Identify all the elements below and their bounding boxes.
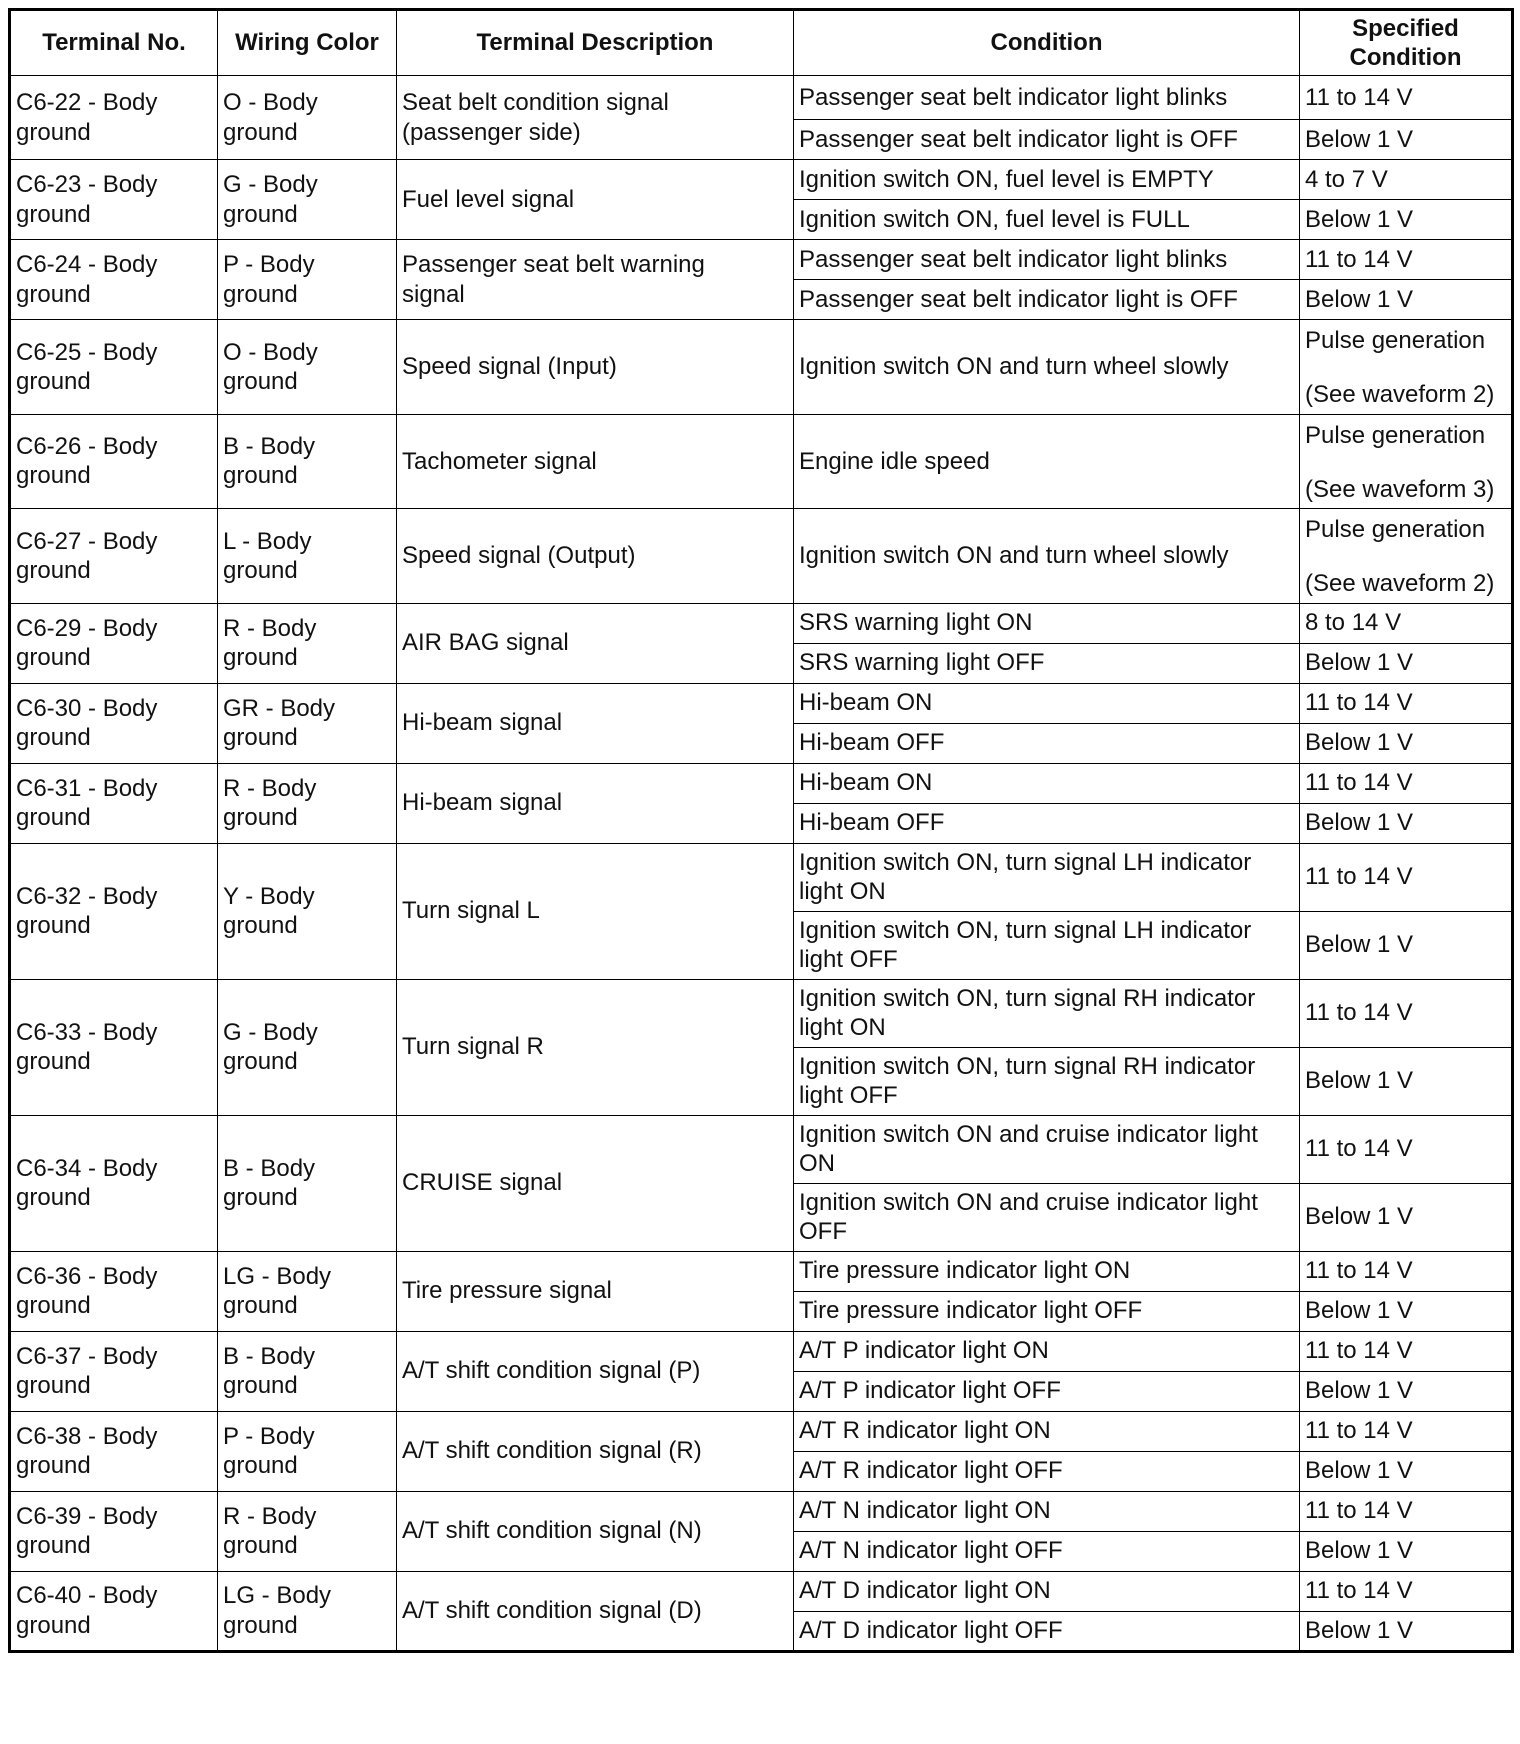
wiring-line: B - Body [223, 433, 316, 461]
cell-condition: A/T P indicator light OFF [794, 1371, 1300, 1411]
terminal-line: C6-40 - Body [16, 1582, 158, 1610]
cell-specified-condition: Below 1 V [1300, 803, 1513, 843]
cell-specified-condition: 11 to 14 V [1300, 1411, 1513, 1451]
wiring-line: ground [223, 200, 298, 228]
wiring-line: ground [223, 556, 298, 584]
description-line: Hi-beam signal [402, 709, 563, 737]
specified-line: Pulse generation [1305, 516, 1486, 544]
cell-wiring-color [218, 683, 397, 763]
wiring-line: O - Body [223, 89, 318, 117]
cell-specified-condition: Below 1 V [1300, 1291, 1513, 1331]
cell-specified-condition: Below 1 V [1300, 911, 1513, 979]
wiring-line: LG - Body [223, 1262, 332, 1290]
cell-condition: Tire pressure indicator light ON [794, 1251, 1300, 1291]
wiring-line: ground [223, 280, 298, 308]
cell-terminal-no [10, 1571, 218, 1651]
cell-condition: A/T D indicator light OFF [794, 1611, 1300, 1651]
table-row [10, 763, 1513, 803]
cell-terminal-no [10, 160, 218, 240]
terminal-line: ground [16, 1292, 91, 1320]
cell-wiring-color [218, 1571, 397, 1651]
cell-terminal-description [397, 1115, 794, 1251]
cell-condition: A/T D indicator light ON [794, 1571, 1300, 1611]
terminal-line: C6-37 - Body [16, 1342, 158, 1370]
cell-wiring-color [218, 160, 397, 240]
terminal-line: C6-25 - Body [16, 338, 158, 366]
cell-condition: SRS warning light OFF [794, 643, 1300, 683]
cell-terminal-no [10, 76, 218, 160]
cell-specified-condition: Below 1 V [1300, 723, 1513, 763]
wiring-line: GR - Body [223, 694, 336, 722]
terminal-line: ground [16, 912, 91, 940]
specified-line: Pulse generation [1305, 327, 1486, 354]
terminal-line: ground [16, 200, 91, 228]
cell-condition: Ignition switch ON, turn signal LH indicator light ON [794, 843, 1300, 911]
cell-condition: Ignition switch ON, turn signal RH indicator light OFF [794, 1047, 1300, 1115]
terminal-line: C6-29 - Body [16, 614, 158, 642]
cell-terminal-description [397, 979, 794, 1115]
cell-terminal-description [397, 240, 794, 320]
wiring-line: G - Body [223, 1018, 318, 1046]
cell-terminal-no [10, 509, 218, 604]
cell-wiring-color [218, 979, 397, 1115]
table-row [10, 1571, 1513, 1611]
terminal-line: ground [16, 804, 91, 832]
table-row [10, 603, 1513, 643]
cell-specified-condition: Below 1 V [1300, 200, 1513, 240]
cell-condition: Ignition switch ON, fuel level is FULL [794, 200, 1300, 240]
cell-specified-condition: 11 to 14 V [1300, 1251, 1513, 1291]
description-line: signal [402, 280, 465, 308]
cell-specified-condition: 11 to 14 V [1300, 1491, 1513, 1531]
cell-condition: A/T R indicator light ON [794, 1411, 1300, 1451]
cell-wiring-color [218, 603, 397, 683]
cell-terminal-no [10, 1115, 218, 1251]
specified-line: (See waveform 2) [1305, 381, 1495, 409]
cell-specified-condition [1300, 509, 1513, 604]
cell-terminal-description [397, 683, 794, 763]
cell-condition: Ignition switch ON, turn signal LH indicator light OFF [794, 911, 1300, 979]
cell-condition: Hi-beam OFF [794, 723, 1300, 763]
wiring-line: ground [223, 644, 298, 672]
cell-wiring-color [218, 240, 397, 320]
cell-condition: Hi-beam ON [794, 763, 1300, 803]
cell-terminal-no [10, 843, 218, 979]
wiring-line: ground [223, 1452, 298, 1480]
cell-wiring-color [218, 1411, 397, 1491]
terminal-line: ground [16, 1532, 91, 1560]
terminal-table [8, 8, 1514, 1653]
header-terminal-description: Terminal Description [397, 10, 794, 76]
cell-terminal-description [397, 1331, 794, 1411]
terminal-line: C6-31 - Body [16, 774, 158, 802]
cell-specified-condition: Below 1 V [1300, 280, 1513, 320]
table-row [10, 509, 1513, 604]
terminal-line: C6-30 - Body [16, 694, 158, 722]
header-terminal-no: Terminal No. [10, 10, 218, 76]
cell-specified-condition: 11 to 14 V [1300, 979, 1513, 1047]
specified-line: (See waveform 3) [1305, 475, 1495, 503]
table-row [10, 240, 1513, 280]
terminal-line: ground [16, 644, 91, 672]
terminal-line: C6-22 - Body [16, 89, 158, 117]
table-body [10, 76, 1513, 1652]
terminal-line: C6-33 - Body [16, 1018, 158, 1046]
table-row [10, 1331, 1513, 1371]
specified-line: Pulse generation [1305, 421, 1486, 449]
header-specified-line: Condition [1349, 44, 1462, 71]
cell-specified-condition: Below 1 V [1300, 643, 1513, 683]
cell-wiring-color [218, 843, 397, 979]
cell-specified-condition: 11 to 14 V [1300, 763, 1513, 803]
header-specified-condition [1300, 10, 1513, 76]
header-wiring-color: Wiring Color [218, 10, 397, 76]
table-row [10, 1411, 1513, 1451]
wiring-line: Y - Body [223, 882, 315, 910]
cell-specified-condition: Below 1 V [1300, 1047, 1513, 1115]
wiring-line: ground [223, 724, 298, 752]
cell-terminal-description [397, 76, 794, 160]
wiring-line: ground [223, 1048, 298, 1076]
header-specified-line: Specified [1352, 14, 1459, 42]
cell-terminal-no [10, 1411, 218, 1491]
wiring-line: ground [223, 118, 298, 146]
wiring-line: O - Body [223, 338, 318, 366]
table-row [10, 683, 1513, 723]
cell-terminal-no [10, 320, 218, 415]
terminal-line: ground [16, 367, 91, 395]
cell-specified-condition: Below 1 V [1300, 1183, 1513, 1251]
cell-specified-condition: 11 to 14 V [1300, 1115, 1513, 1183]
header-condition: Condition [794, 10, 1300, 76]
description-line: Tachometer signal [402, 447, 597, 475]
cell-condition: Passenger seat belt indicator light is OFF [794, 280, 1300, 320]
cell-wiring-color [218, 76, 397, 160]
wiring-line: ground [223, 1292, 298, 1320]
description-line: Turn signal R [402, 1033, 544, 1061]
description-line: A/T shift condition signal (R) [402, 1437, 702, 1465]
cell-terminal-no [10, 1331, 218, 1411]
description-line: Passenger seat belt warning [402, 251, 705, 279]
cell-specified-condition: 11 to 14 V [1300, 843, 1513, 911]
wiring-line: ground [223, 912, 298, 940]
cell-terminal-no [10, 1491, 218, 1571]
cell-terminal-description [397, 603, 794, 683]
description-line: Speed signal (Output) [402, 542, 636, 570]
terminal-line: ground [16, 1611, 91, 1639]
wiring-line: P - Body [223, 251, 315, 279]
table-row [10, 76, 1513, 120]
cell-specified-condition: 8 to 14 V [1300, 603, 1513, 643]
cell-wiring-color [218, 509, 397, 604]
cell-terminal-description [397, 1251, 794, 1331]
cell-terminal-no [10, 603, 218, 683]
description-line: Hi-beam signal [402, 789, 563, 817]
cell-condition: Passenger seat belt indicator light is OFF [794, 120, 1300, 160]
cell-condition: Ignition switch ON and turn wheel slowly [794, 509, 1300, 604]
cell-wiring-color [218, 763, 397, 843]
terminal-line: ground [16, 1184, 91, 1212]
cell-condition: A/T R indicator light OFF [794, 1451, 1300, 1491]
cell-specified-condition [1300, 414, 1513, 509]
cell-condition: A/T N indicator light OFF [794, 1531, 1300, 1571]
description-line: Turn signal L [402, 897, 540, 925]
wiring-line: G - Body [223, 171, 318, 199]
cell-condition: Ignition switch ON and cruise indicator light ON [794, 1115, 1300, 1183]
cell-wiring-color [218, 1491, 397, 1571]
cell-condition: Ignition switch ON and turn wheel slowly [794, 320, 1300, 415]
terminal-line: ground [16, 118, 91, 146]
description-line: Seat belt condition signal [402, 89, 669, 117]
cell-condition: SRS warning light ON [794, 603, 1300, 643]
wiring-line: B - Body [223, 1342, 316, 1370]
cell-specified-condition: 11 to 14 V [1300, 1331, 1513, 1371]
cell-condition: Ignition switch ON, fuel level is EMPTY [794, 160, 1300, 200]
terminal-line: ground [16, 1048, 91, 1076]
cell-condition: A/T P indicator light ON [794, 1331, 1300, 1371]
terminal-line: C6-26 - Body [16, 433, 158, 461]
terminal-line: C6-24 - Body [16, 251, 158, 279]
description-line: CRUISE signal [402, 1169, 563, 1197]
wiring-line: ground [223, 1372, 298, 1400]
cell-wiring-color [218, 1251, 397, 1331]
wiring-line: ground [223, 1184, 298, 1212]
table-row [10, 414, 1513, 509]
cell-terminal-description [397, 509, 794, 604]
cell-terminal-no [10, 1251, 218, 1331]
cell-condition: Ignition switch ON, turn signal RH indicator light ON [794, 979, 1300, 1047]
description-line: (passenger side) [402, 118, 581, 146]
wiring-line: L - Body [223, 527, 312, 555]
cell-condition: Tire pressure indicator light OFF [794, 1291, 1300, 1331]
wiring-line: ground [223, 367, 298, 395]
wiring-line: ground [223, 1611, 298, 1639]
cell-specified-condition: 11 to 14 V [1300, 76, 1513, 120]
cell-specified-condition: 4 to 7 V [1300, 160, 1513, 200]
cell-terminal-description [397, 1571, 794, 1651]
cell-specified-condition: Below 1 V [1300, 1611, 1513, 1651]
cell-specified-condition: 11 to 14 V [1300, 683, 1513, 723]
terminal-line: ground [16, 1452, 91, 1480]
terminal-line: ground [16, 556, 91, 584]
cell-terminal-description [397, 1491, 794, 1571]
specified-line: (See waveform 2) [1305, 570, 1495, 598]
description-line: A/T shift condition signal (D) [402, 1596, 702, 1624]
cell-condition: A/T N indicator light ON [794, 1491, 1300, 1531]
cell-terminal-no [10, 240, 218, 320]
table-row [10, 979, 1513, 1047]
wiring-line: ground [223, 804, 298, 832]
cell-terminal-description [397, 1411, 794, 1491]
description-line: A/T shift condition signal (N) [402, 1517, 702, 1545]
table-header [10, 10, 1513, 76]
table-row [10, 1251, 1513, 1291]
cell-wiring-color [218, 1115, 397, 1251]
description-line: Tire pressure signal [402, 1277, 612, 1305]
cell-terminal-description [397, 843, 794, 979]
cell-condition: Passenger seat belt indicator light blinks [794, 240, 1300, 280]
terminal-spec-sheet [8, 8, 1511, 1653]
cell-wiring-color [218, 414, 397, 509]
description-line: AIR BAG signal [402, 629, 569, 657]
cell-terminal-no [10, 763, 218, 843]
wiring-line: B - Body [223, 1154, 316, 1182]
wiring-line: R - Body [223, 614, 317, 642]
terminal-line: ground [16, 280, 91, 308]
terminal-line: C6-34 - Body [16, 1154, 158, 1182]
terminal-line: C6-39 - Body [16, 1502, 158, 1530]
terminal-line: C6-36 - Body [16, 1262, 158, 1290]
table-row [10, 1491, 1513, 1531]
terminal-line: ground [16, 1372, 91, 1400]
wiring-line: ground [223, 462, 298, 490]
cell-terminal-description [397, 414, 794, 509]
cell-terminal-no [10, 979, 218, 1115]
cell-wiring-color [218, 320, 397, 415]
cell-condition: Engine idle speed [794, 414, 1300, 509]
table-row [10, 843, 1513, 911]
cell-specified-condition: Below 1 V [1300, 1371, 1513, 1411]
cell-specified-condition: Below 1 V [1300, 1531, 1513, 1571]
cell-terminal-no [10, 683, 218, 763]
cell-specified-condition: 11 to 14 V [1300, 1571, 1513, 1611]
cell-condition: Passenger seat belt indicator light blinks [794, 76, 1300, 120]
cell-condition: Hi-beam ON [794, 683, 1300, 723]
cell-specified-condition: Below 1 V [1300, 120, 1513, 160]
cell-specified-condition: 11 to 14 V [1300, 240, 1513, 280]
header-row [10, 10, 1513, 76]
terminal-line: ground [16, 462, 91, 490]
terminal-line: C6-23 - Body [16, 171, 158, 199]
terminal-line: C6-27 - Body [16, 527, 158, 555]
terminal-line: C6-38 - Body [16, 1422, 158, 1450]
description-line: Speed signal (Input) [402, 353, 617, 381]
cell-condition: Hi-beam OFF [794, 803, 1300, 843]
table-row [10, 1115, 1513, 1183]
cell-terminal-description [397, 160, 794, 240]
description-line: Fuel level signal [402, 185, 575, 213]
wiring-line: P - Body [223, 1422, 315, 1450]
wiring-line: R - Body [223, 774, 317, 802]
cell-specified-condition [1300, 320, 1513, 415]
description-line: A/T shift condition signal (P) [402, 1357, 701, 1385]
cell-terminal-description [397, 320, 794, 415]
table-row [10, 320, 1513, 415]
cell-condition: Ignition switch ON and cruise indicator light OFF [794, 1183, 1300, 1251]
terminal-line: ground [16, 724, 91, 752]
cell-terminal-no [10, 414, 218, 509]
wiring-line: LG - Body [223, 1582, 332, 1610]
terminal-line: C6-32 - Body [16, 882, 158, 910]
cell-wiring-color [218, 1331, 397, 1411]
cell-terminal-description [397, 763, 794, 843]
cell-specified-condition: Below 1 V [1300, 1451, 1513, 1491]
table-row [10, 160, 1513, 200]
wiring-line: ground [223, 1532, 298, 1560]
wiring-line: R - Body [223, 1502, 317, 1530]
